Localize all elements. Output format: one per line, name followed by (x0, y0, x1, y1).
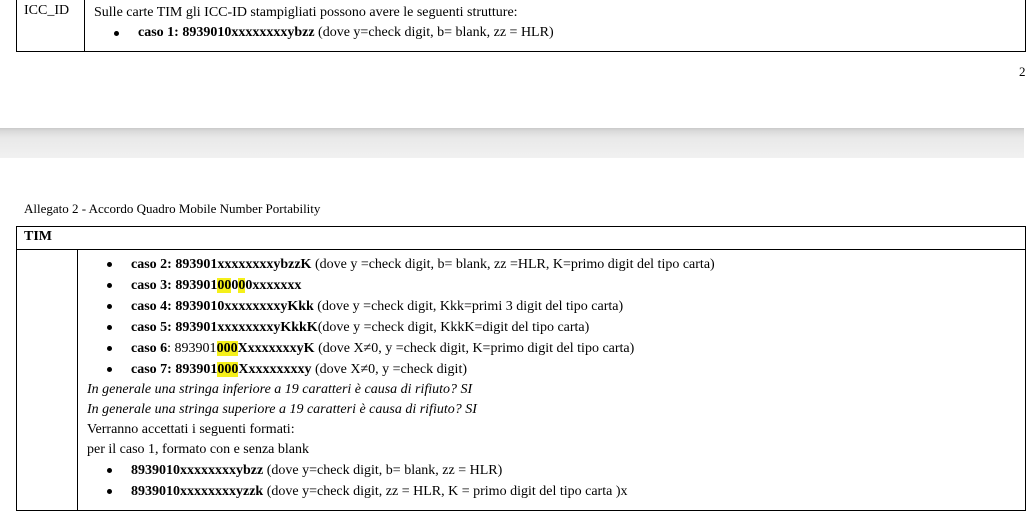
question-short-text: In generale una stringa inferiore a 19 caratteri è causa di rifiuto? SI (87, 382, 473, 397)
tim-table-header: TIM (17, 227, 1026, 250)
page-gap (0, 128, 1024, 158)
format-description: (dove y=check digit, b= blank, zz = HLR) (263, 463, 503, 478)
highlighted-digits: 0 (238, 278, 246, 293)
case-list (87, 254, 1025, 380)
accepted-formats-intro: Verranno accettati i seguenti formati: (87, 422, 295, 437)
icc-id-table (16, 0, 1026, 52)
highlighted-digits: 00 (217, 278, 232, 293)
case-item (87, 338, 1025, 359)
question-long-text: In generale una stringa superiore a 19 caratteri è causa di rifiuto? SI (87, 402, 477, 417)
format-code: 8939010xxxxxxxxyzzk (131, 484, 264, 499)
highlighted-digits: 000 (216, 341, 238, 356)
case-text: (dove X≠0, y =check digit) (311, 362, 467, 377)
format-item (87, 481, 1025, 502)
tim-label-cell (17, 250, 78, 511)
case-item (87, 317, 1025, 338)
case-text: (dove X≠0, y =check digit, K=primo digit del tipo carta) (314, 341, 635, 356)
format-list (87, 460, 1025, 502)
tim-table (16, 226, 1026, 511)
question-short-string (87, 380, 1025, 400)
case-item (87, 296, 1025, 317)
format-code: 8939010xxxxxxxxybzz (131, 463, 264, 478)
case-text: 0xxxxxxx (245, 278, 302, 293)
case-text: caso 2: 893901xxxxxxxxybzzK (131, 257, 312, 272)
document-caption: Allegato 2 - Accordo Quadro Mobile Number Portability (24, 201, 321, 216)
icc-id-content (85, 0, 1026, 52)
case-text: caso 7: 893901 (131, 362, 218, 377)
case-item (87, 359, 1025, 380)
case-text: : 893901 (167, 341, 217, 356)
case-text: caso 6 (131, 341, 168, 356)
case-text: caso 4: 8939010xxxxxxxxyKkk (131, 299, 314, 314)
case-item (87, 254, 1025, 275)
question-long-string (87, 400, 1025, 420)
case-text: XxxxxxxxyK (237, 341, 315, 356)
case-1-code: caso 1: 8939010xxxxxxxxybzz (138, 25, 315, 40)
document-page-1 (0, 0, 1024, 128)
icc-id-intro: Sulle carte TIM gli ICC-ID stampigliati possono avere le seguenti strutture: (94, 5, 518, 20)
case-1-item (94, 23, 1025, 43)
case-item (87, 275, 1025, 296)
case-text: Xxxxxxxxxy (238, 362, 312, 377)
format-item (87, 460, 1025, 481)
case-text: (dove y =check digit, b= blank, zz =HLR, K=primo digit del tipo carta) (311, 257, 715, 272)
icc-id-label: ICC_ID (17, 0, 85, 52)
case-text: (dove y =check digit, KkkK=digit del tipo carta) (317, 320, 590, 335)
format-description: (dove y=check digit, zz = HLR, K = primo digit del tipo carta )x (263, 484, 628, 499)
case-text: caso 5: 893901xxxxxxxxyKkkK (131, 320, 318, 335)
page-number: 2 (1019, 64, 1026, 79)
case-text: 0 (231, 278, 239, 293)
tim-content (78, 250, 1026, 511)
case-text: caso 3: 893901 (131, 278, 218, 293)
case-text: (dove y =check digit, Kkk=primi 3 digit del tipo carta) (313, 299, 624, 314)
case-1-format-note: per il caso 1, formato con e senza blank (87, 442, 309, 457)
document-page-2 (0, 158, 1024, 501)
highlighted-digits: 000 (217, 362, 239, 377)
case-1-description: (dove y=check digit, b= blank, zz = HLR) (314, 25, 554, 40)
